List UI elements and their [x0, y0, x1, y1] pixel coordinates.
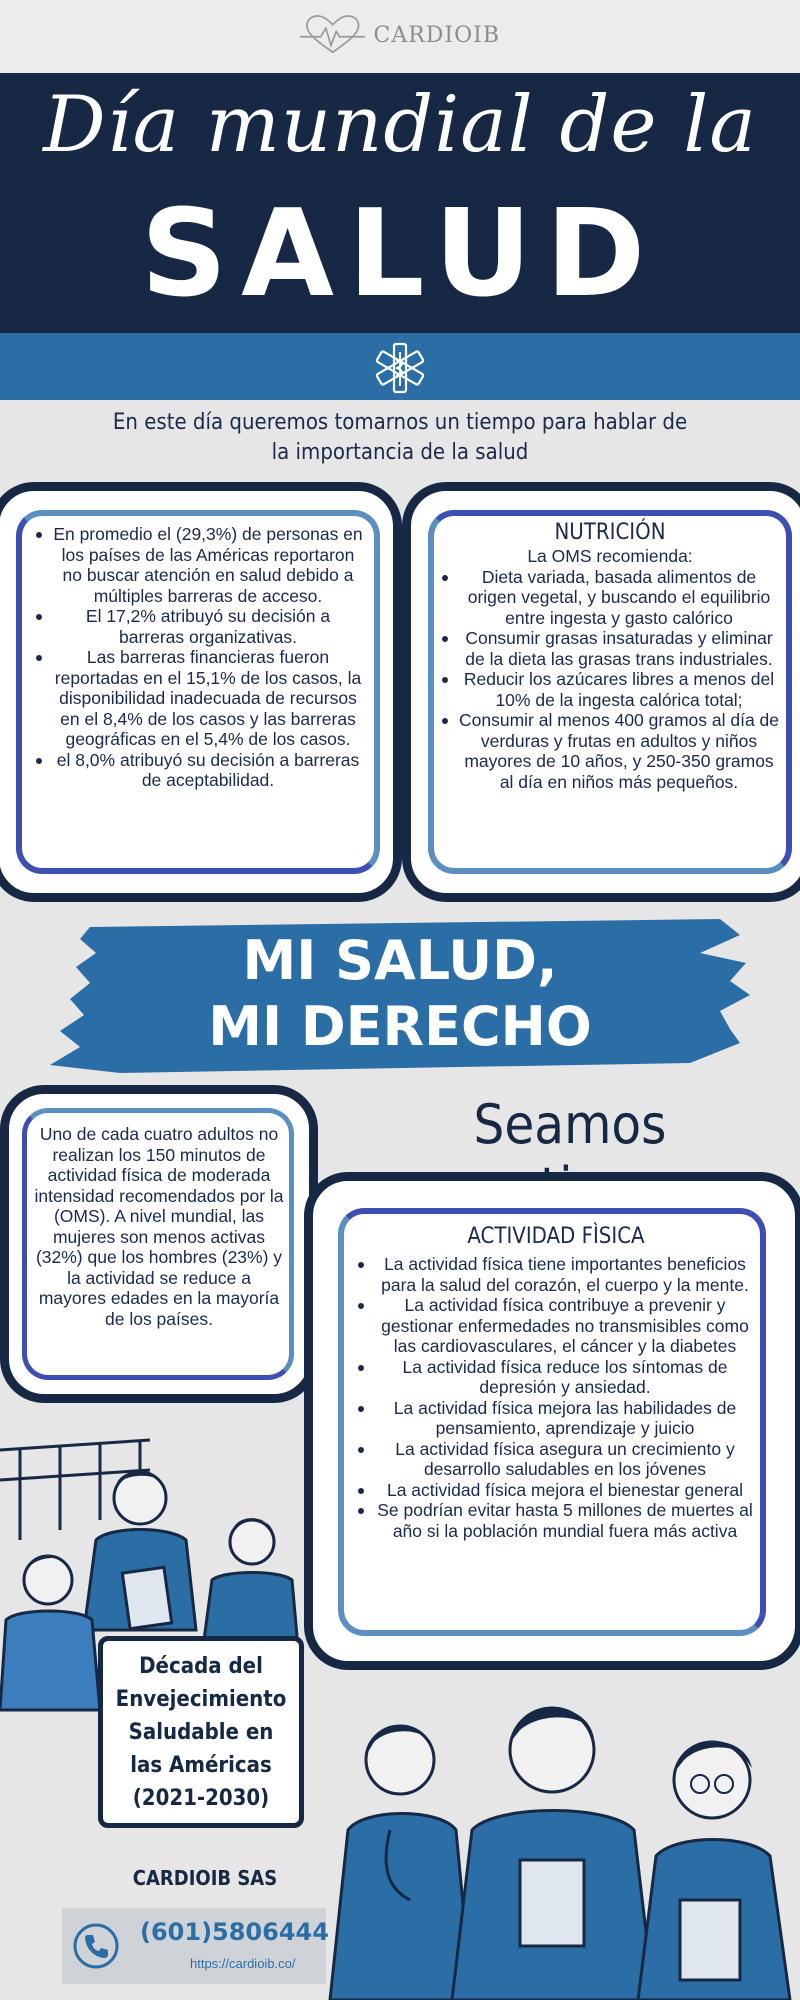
list-item: Dieta variada, basada alimentos de origen vegetal, y buscando el equilibrio entre ingesta y gasto calórico	[440, 567, 780, 629]
access-card-text	[34, 524, 364, 791]
list-item: La actividad física mejora el bienestar general	[356, 1480, 756, 1501]
website-link[interactable]: https://cardioib.co/	[190, 1956, 296, 1971]
nutrition-card-text	[440, 520, 780, 792]
activity-title: ACTIVIDAD FÌSICA	[467, 1224, 645, 1249]
phone-number[interactable]: (601)5806444	[140, 1918, 329, 1946]
list-item: En promedio el (29,3%) de personas en los países de las Américas reportaron no buscar atención en salud debido a múltiples barreras de acceso.	[34, 524, 364, 606]
list-item: Reducir los azúcares libres a menos del 10% de la ingesta calórica total;	[440, 669, 780, 710]
page-title: SALUD	[140, 185, 660, 324]
company-name: CARDIOIB SAS	[132, 1866, 278, 1890]
star-of-life-icon	[374, 342, 426, 394]
list-item: La actividad física mejora las habilidades de pensamiento, aprendizaje y juicio	[356, 1398, 756, 1439]
brand-name: CARDIOIB	[373, 22, 500, 48]
list-item: La actividad física asegura un crecimiento y desarrollo saludables en los jóvenes	[356, 1439, 756, 1480]
decade-text: Década del Envejecimiento Saludable en las Américas (2021-2030)	[115, 1653, 287, 1811]
brand-logo	[300, 10, 500, 60]
list-item: el 8,0% atribuyó su decisión a barreras de aceptabilidad.	[34, 750, 364, 791]
list-item: La actividad física reduce los síntomas de depresión y ansiedad.	[356, 1357, 756, 1398]
slogan	[0, 928, 800, 1060]
intro-text: En este día queremos tomarnos un tiempo para hablar de la importancia de la salud	[112, 410, 688, 465]
list-item: El 17,2% atribuyó su decisión a barreras organizativas.	[34, 606, 364, 647]
healthcare-workers-illustration-bottom	[320, 1670, 800, 2000]
nutrition-title: NUTRICIÓN	[554, 520, 666, 545]
list-item: La actividad física contribuye a prevenir y gestionar enfermedades no transmisibles como las cardiovasculares, el cáncer y la diabetes	[356, 1295, 756, 1357]
nutrition-lead: La OMS recomienda:	[527, 546, 693, 566]
list-item: La actividad física tiene importantes beneficios para la salud del corazón, el cuerpo y la mente.	[356, 1254, 756, 1295]
phone-icon	[72, 1922, 120, 1970]
adults-card-text: Uno de cada cuatro adultos no realizan los 150 minutos de actividad física de moderada intensidad recomendados por la (OMS). A nivel mundial, las mujeres son menos activas (32%) que los hombres (23%) y la actividad se reduce a mayores edades en la mayoría de los países.	[34, 1124, 284, 1329]
list-item: Se podrían evitar hasta 5 millones de muertes al año si la población mundial fuera más activa	[356, 1500, 756, 1541]
list-item: Las barreras financieras fueron reportadas en el 15,1% de los casos, la disponibilidad inadecuada de recursos en el 8,4% de los casos y las barreras geográficas en el 5,4% de los casos.	[34, 647, 364, 750]
section-title-active: Seamos	[473, 1093, 667, 1156]
slogan-line-2: MI DERECHO	[208, 995, 592, 1058]
slogan-line-1: MI SALUD,	[242, 929, 558, 992]
decade-box	[98, 1636, 304, 1828]
list-item: Consumir grasas insaturadas y eliminar de la dieta las grasas trans industriales.	[440, 628, 780, 669]
heart-pulse-icon	[300, 11, 365, 59]
activity-card-text	[356, 1224, 756, 1541]
list-item: Consumir al menos 400 gramos al día de verduras y frutas en adultos y niños mayores de 10 años, y 250-350 gramos al día en niños más pequeños.	[440, 710, 780, 792]
title-script: Día mundial de la	[43, 80, 757, 170]
